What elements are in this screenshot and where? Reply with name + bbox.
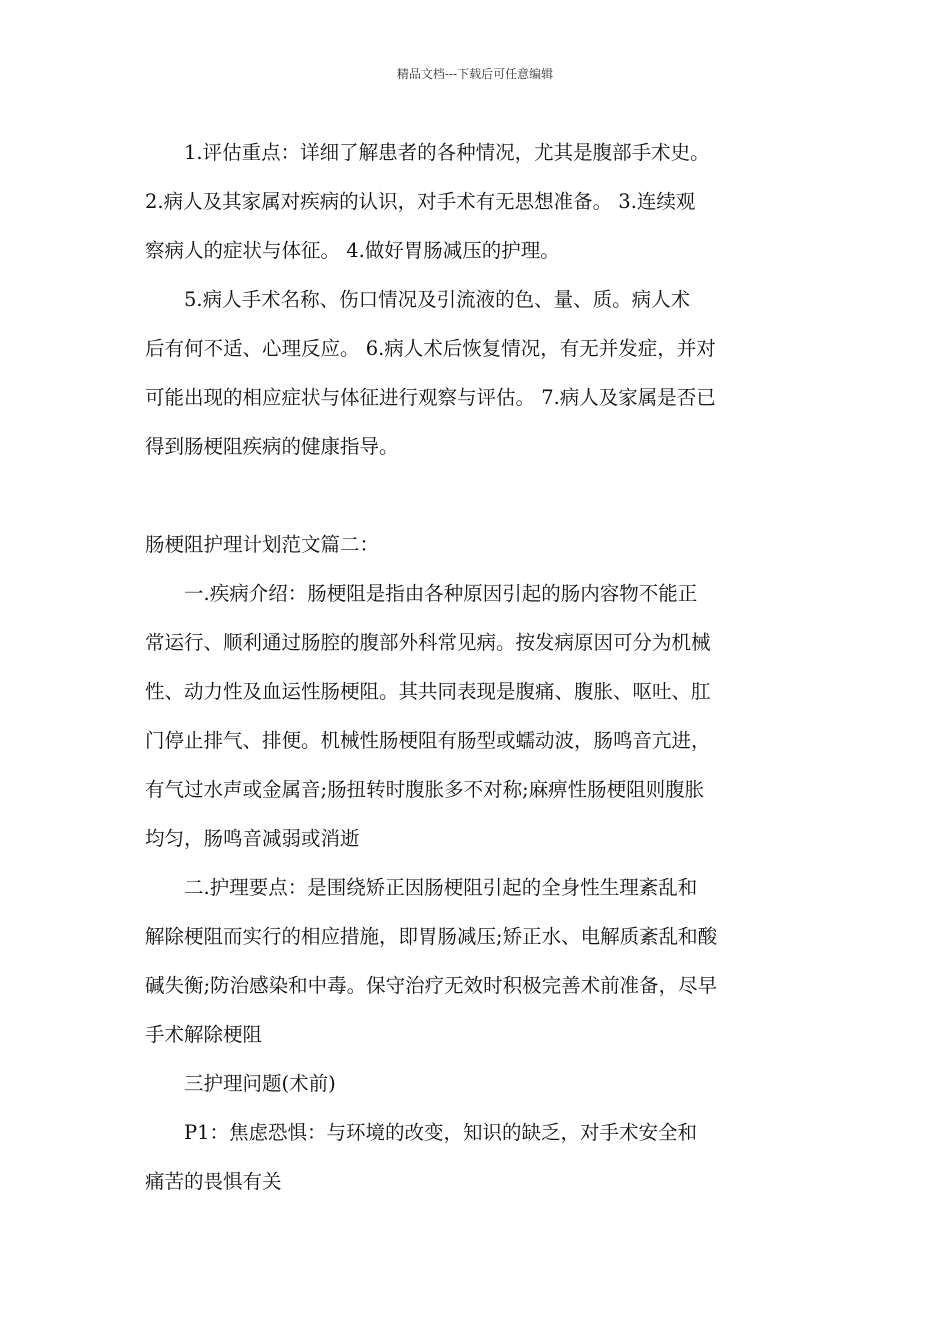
text-line: 2.病人及其家属对疾病的认识，对手术有无思想准备。 3.连续观: [145, 190, 696, 213]
paragraph-gap: [145, 471, 810, 520]
text-line: 常运行、顺利通过肠腔的腹部外科常见病。按发病原因可分为机械: [145, 631, 711, 654]
text-line: 痛苦的畏惧有关: [145, 1170, 282, 1193]
text-line: 察病人的症状与体征。 4.做好胃肠减压的护理。: [145, 239, 560, 262]
text-line: 有气过水声或金属音;肠扭转时腹胀多不对称;麻痹性肠梗阻则腹胀: [145, 778, 705, 801]
document-body: [145, 128, 810, 1206]
page-header: 精品文档---下载后可任意编辑: [396, 67, 554, 81]
paragraph-assessment-1: [145, 128, 810, 275]
paragraph-assessment-2: [145, 275, 810, 471]
text-line: 均匀，肠鸣音减弱或消逝: [145, 827, 360, 850]
text-line: 5.病人手术名称、伤口情况及引流液的色、量、质。病人术: [184, 288, 691, 311]
text-line: 1.评估重点：详细了解患者的各种情况，尤其是腹部手术史。: [184, 141, 710, 164]
text-line: 性、动力性及血运性肠梗阻。其共同表现是腹痛、腹胀、呕吐、肛: [145, 680, 711, 703]
section-heading: [145, 520, 810, 569]
text-line: 三护理问题(术前): [184, 1072, 336, 1095]
text-line: P1：焦虑恐惧：与环境的改变，知识的缺乏，对手术安全和: [184, 1121, 698, 1144]
text-line: 解除梗阻而实行的相应措施，即胃肠减压;矫正水、电解质紊乱和酸: [145, 925, 718, 948]
text-line: 可能出现的相应症状与体征进行观察与评估。 7.病人及家属是否已: [145, 386, 716, 409]
text-line: 门停止排气、排便。机械性肠梗阻有肠型或蠕动波，肠鸣音亢进，: [145, 729, 711, 752]
paragraph-nursing-points: [145, 863, 810, 1059]
text-line: 肠梗阻护理计划范文篇二：: [145, 533, 380, 556]
paragraph-disease-intro: [145, 569, 810, 863]
text-line: 一.疾病介绍：肠梗阻是指由各种原因引起的肠内容物不能正: [184, 582, 698, 605]
text-line: 二.护理要点：是围绕矫正因肠梗阻引起的全身性生理紊乱和: [184, 876, 698, 899]
paragraph-nursing-problems-heading: [145, 1059, 810, 1108]
text-line: 手术解除梗阻: [145, 1023, 263, 1046]
text-line: 后有何不适、心理反应。 6.病人术后恢复情况，有无并发症，并对: [145, 337, 716, 360]
text-line: 得到肠梗阻疾病的健康指导。: [145, 435, 399, 458]
paragraph-p1: [145, 1108, 810, 1206]
text-line: 碱失衡;防治感染和中毒。保守治疗无效时积极完善术前准备，尽早: [145, 974, 718, 997]
